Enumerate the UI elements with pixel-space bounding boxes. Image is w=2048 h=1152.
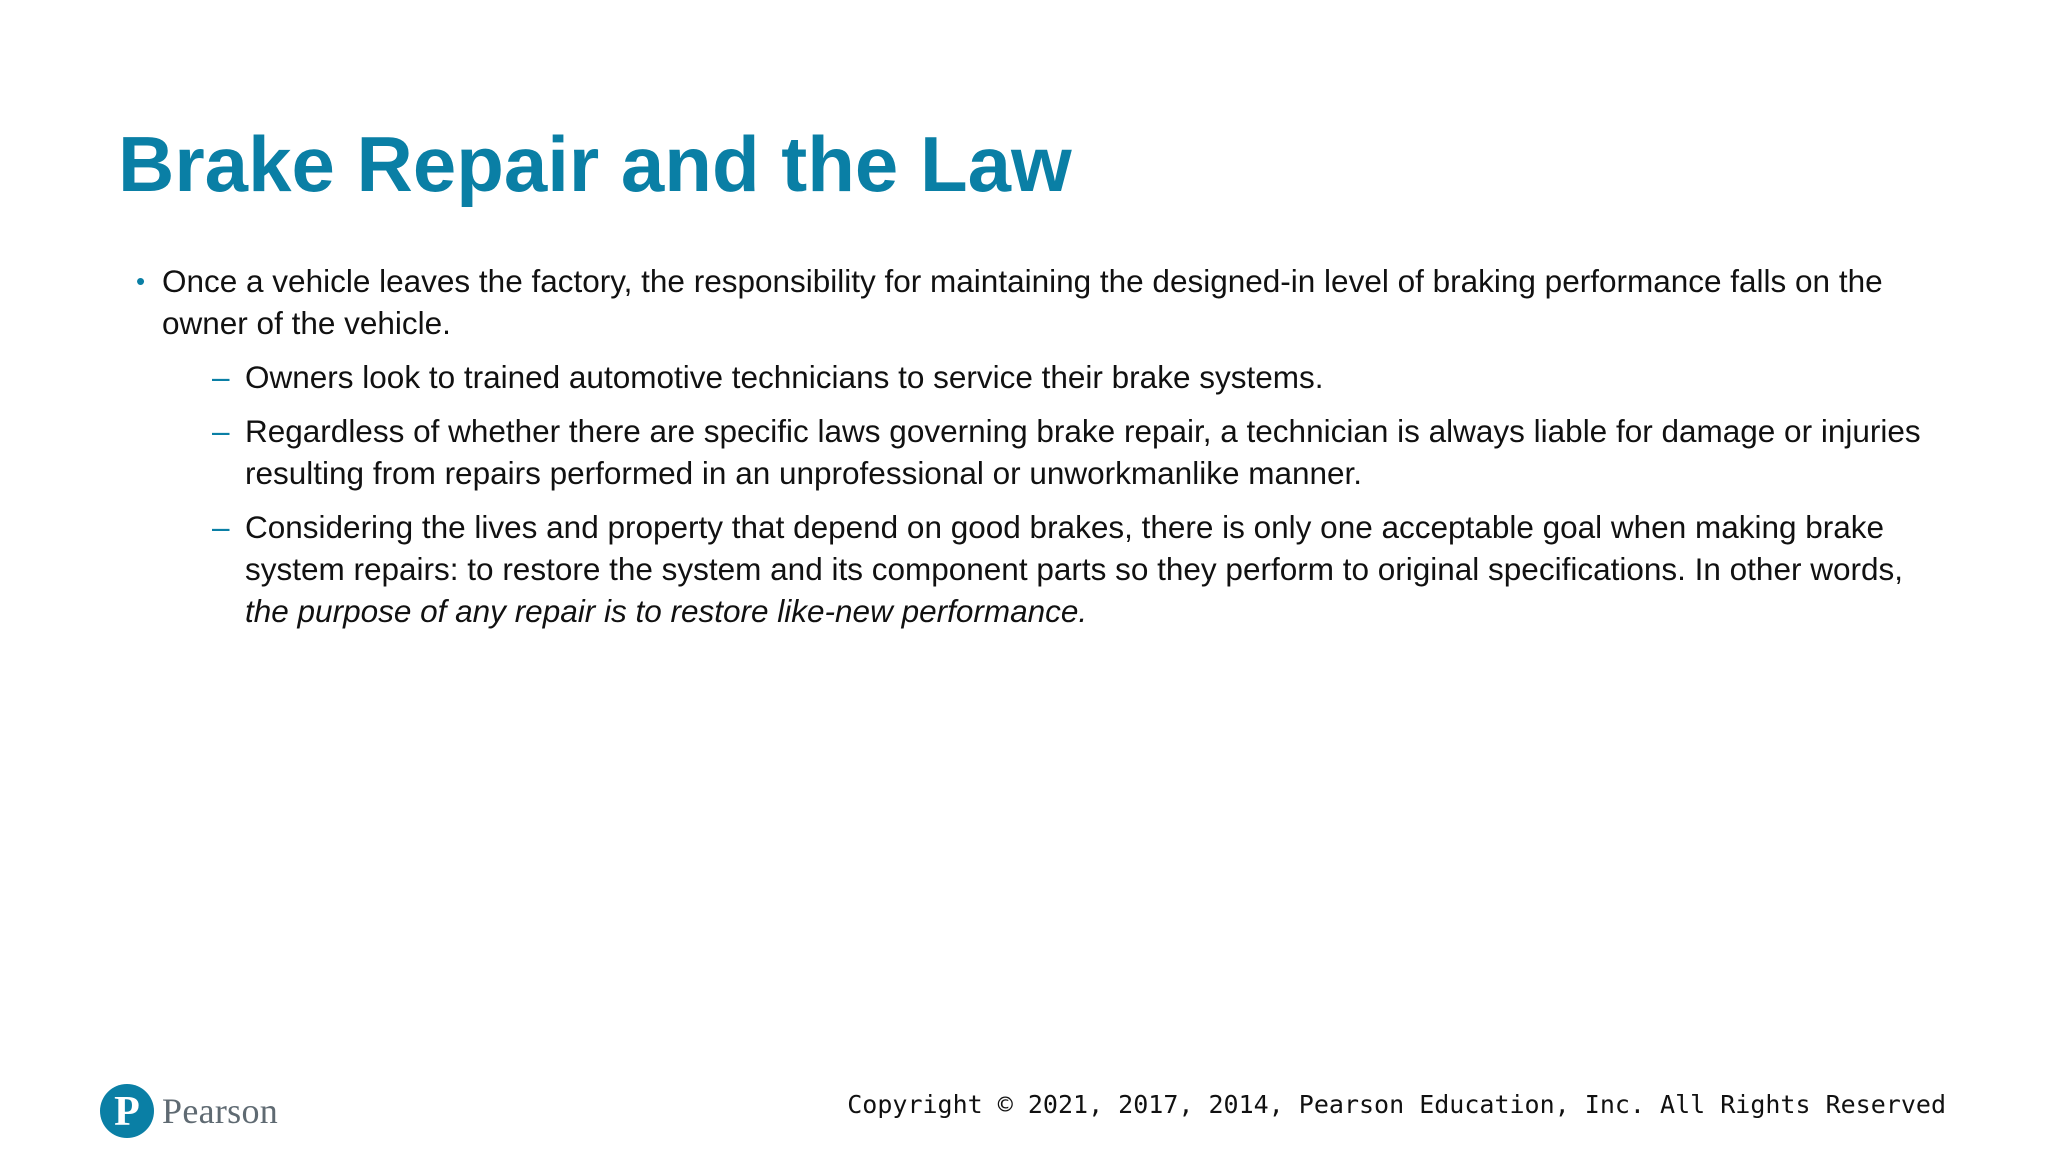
sub-bullet-owners bbox=[212, 356, 1945, 398]
slide-content bbox=[0, 260, 2048, 644]
sub-bullet-list bbox=[0, 356, 2048, 632]
dash-marker: – bbox=[212, 359, 230, 395]
sub-bullet-text: Regardless of whether there are specific laws governing brake repair, a technician is always liable for damage or injuries resulting from repairs performed in an unprofessional or unworkmanlike manner. bbox=[245, 413, 1921, 491]
sub-bullet-text: Owners look to trained automotive technicians to service their brake systems. bbox=[245, 359, 1324, 395]
sub-bullet-liability bbox=[212, 410, 1945, 494]
slide-title: Brake Repair and the Law bbox=[118, 120, 1072, 208]
bullet-text: Once a vehicle leaves the factory, the responsibility for maintaining the designed-in level of braking performance falls on the owner of the vehicle. bbox=[162, 263, 1883, 341]
pearson-logo bbox=[100, 1084, 278, 1138]
copyright-notice: Copyright © 2021, 2017, 2014, Pearson Education, Inc. All Rights Reserved bbox=[847, 1090, 1946, 1119]
bullet-marker: • bbox=[136, 266, 146, 296]
logo-wordmark: Pearson bbox=[162, 1091, 279, 1131]
sub-bullet-goal bbox=[212, 506, 1945, 632]
bullet-level-1 bbox=[136, 260, 1942, 344]
dash-marker: – bbox=[212, 413, 230, 449]
logo-letter: P bbox=[114, 1089, 140, 1135]
sub-bullet-emphasis: the purpose of any repair is to restore like-new performance. bbox=[245, 593, 1088, 629]
sub-bullet-text: Considering the lives and property that depend on good brakes, there is only one acceptable goal when making brake system repairs: to restore the system and its component parts so they perform to original specifications. In other words, bbox=[245, 509, 1903, 587]
pearson-logo-icon bbox=[100, 1084, 154, 1138]
dash-marker: – bbox=[212, 509, 230, 545]
